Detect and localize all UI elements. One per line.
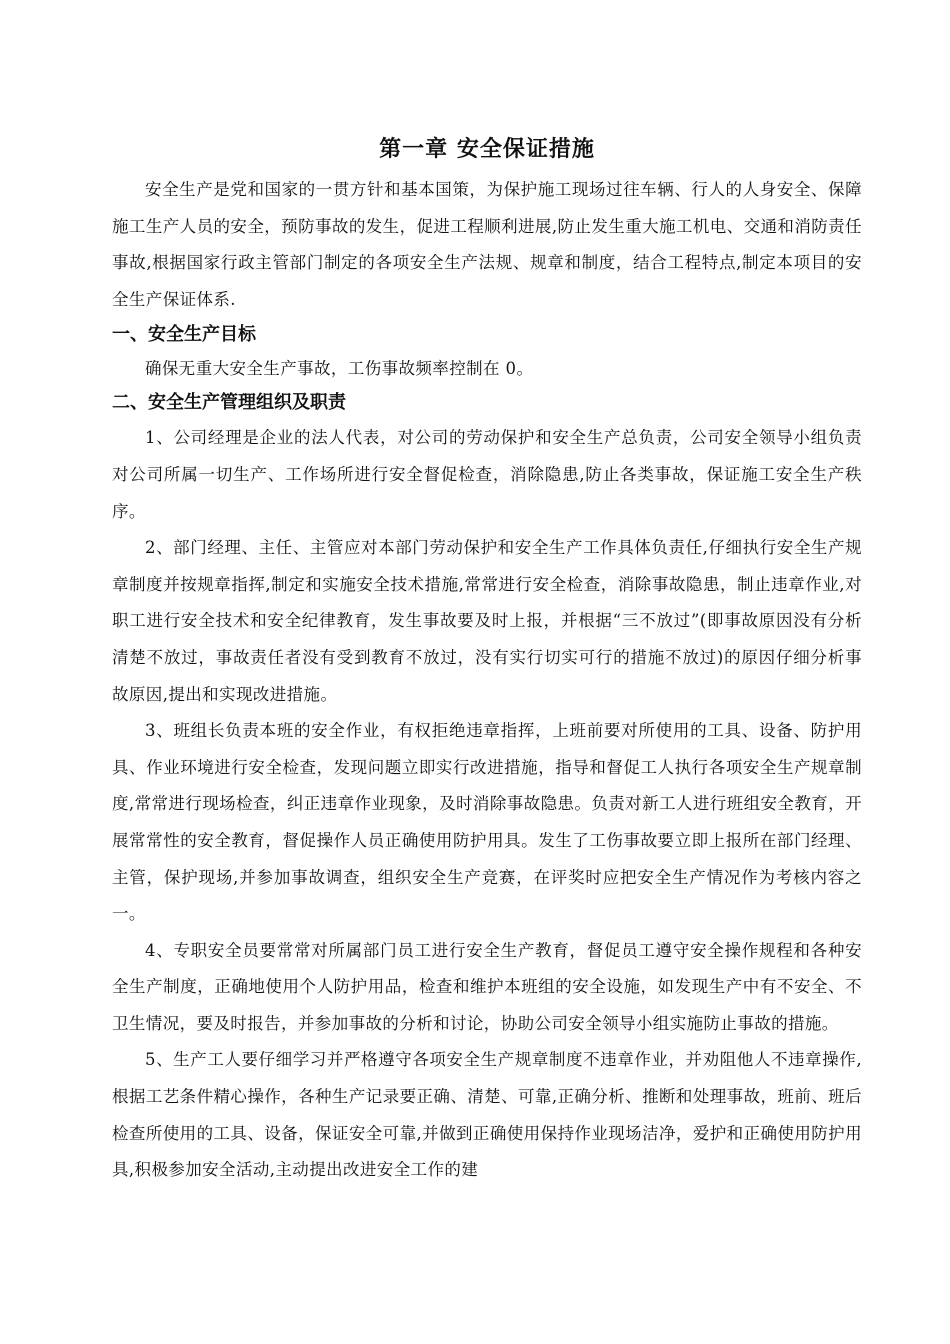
chapter-title: 第一章 安全保证措施 xyxy=(379,137,595,162)
duty-paragraph-3: 3、班组长负责本班的安全作业，有权拒绝违章指挥，上班前要对所使用的工具、设备、防护用具、作业环境进行安全检查，发现问题立即实行改进措施，指导和督促工人执行各项安全生产规章制度,常常进行现场检查，纠正违章作业现象，及时消除事故隐患。负责对新工人进行班组安全教育，开展常常性的安全教育，督促操作人员正确使用防护用具。发生了工伤事故要立即上报所在部门经理、主管，保护现场,并参加事故调查，组织安全生产竞赛，在评奖时应把安全生产情况作为考核内容之一。 xyxy=(112,721,862,924)
goal-paragraph: 确保无重大安全生产事故，工伤事故频率控制在 0。 xyxy=(145,359,534,379)
document-page xyxy=(112,130,862,1189)
duty-paragraph-1: 1、公司经理是企业的法人代表，对公司的劳动保护和安全生产总负责，公司安全领导小组负责对公司所属一切生产、工作场所进行安全督促检查，消除隐患,防止各类事故，保证施工安全生产秩序。 xyxy=(112,428,862,521)
section-heading-goal: 一、安全生产目标 xyxy=(112,324,256,346)
section-heading-organization: 二、安全生产管理组织及职责 xyxy=(112,392,346,414)
duty-paragraph-2: 2、部门经理、主任、主管应对本部门劳动保护和安全生产工作具体负责任,仔细执行安全生产规章制度并按规章指挥,制定和实施安全技术措施,常常进行安全检查，消除事故隐患，制止违章作业,对职工进行安全技术和安全纪律教育，发生事故要及时上报，并根据“三不放过”(即事故原因没有分析清楚不放过，事故责任者没有受到教育不放过，没有实行切实可行的措施不放过)的原因仔细分析事故原因,提出和实现改进措施。 xyxy=(112,538,862,704)
duty-paragraph-4: 4、专职安全员要常常对所属部门员工进行安全生产教育，督促员工遵守安全操作规程和各种安全生产制度，正确地使用个人防护用品，检查和维护本班组的安全设施，如发现生产中有不安全、不卫生情况，要及时报告，并参加事故的分析和讨论，协助公司安全领导小组实施防止事故的措施。 xyxy=(112,940,862,1033)
intro-paragraph: 安全生产是党和国家的一贯方针和基本国策，为保护施工现场过往车辆、行人的人身安全、保障施工生产人员的安全，预防事故的发生，促进工程顺利进展,防止发生重大施工机电、交通和消防责任事故,根据国家行政主管部门制定的各项安全生产法规、规章和制度，结合工程特点,制定本项目的安全生产保证体系. xyxy=(112,180,862,309)
duty-paragraph-5: 5、生产工人要仔细学习并严格遵守各项安全生产规章制度不违章作业，并劝阻他人不违章操作,根据工艺条件精心操作，各种生产记录要正确、清楚、可靠,正确分析、推断和处理事故，班前、班后检查所使用的工具、设备，保证安全可靠,并做到正确使用保持作业现场洁净，爱护和正确使用防护用具,积极参加安全活动,主动提出改进安全工作的建 xyxy=(112,1050,862,1180)
